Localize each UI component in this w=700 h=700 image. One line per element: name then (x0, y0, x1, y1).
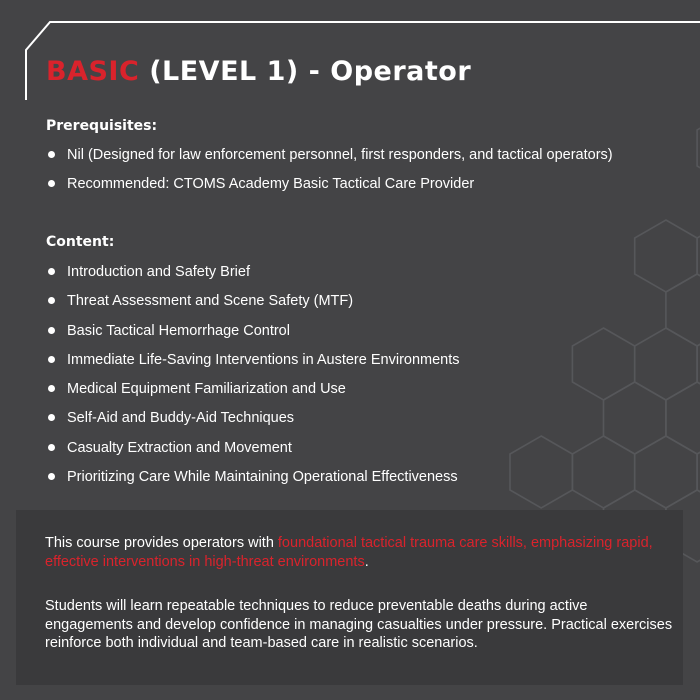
list-item-text: Casualty Extraction and Movement (67, 439, 292, 456)
list-item (46, 379, 460, 408)
bullet-icon (48, 297, 55, 304)
list-item (46, 145, 613, 174)
content-heading: Content: (46, 234, 115, 250)
content-list (46, 262, 460, 496)
bullet-icon (48, 473, 55, 480)
course-title (46, 56, 471, 87)
list-item-text: Recommended: CTOMS Academy Basic Tactical Care Provider (67, 176, 475, 193)
list-item-text: Medical Equipment Familiarization and Use (67, 381, 346, 398)
list-item-text: Self-Aid and Buddy-Aid Techniques (67, 410, 295, 427)
list-item (46, 350, 460, 379)
list-item-text: Prioritizing Care While Maintaining Operational Effectiveness (67, 469, 458, 486)
list-item-text: Immediate Life-Saving Interventions in Austere Environments (67, 351, 460, 368)
bullet-icon (48, 385, 55, 392)
list-item (46, 262, 460, 291)
prerequisites-list (46, 145, 613, 204)
list-item (46, 321, 460, 350)
description-details: Students will learn repeatable techniques to reduce preventable deaths during active engagements and develop confidence in managing casualties under pressure. Practical exercises reinforce both individual and team-based care in realistic scenarios. (45, 598, 673, 651)
list-item-text: Basic Tactical Hemorrhage Control (67, 322, 290, 339)
list-item-text: Threat Assessment and Scene Safety (MTF) (67, 293, 354, 310)
list-item (46, 291, 460, 320)
bullet-icon (48, 444, 55, 451)
description-intro (45, 534, 675, 571)
bullet-icon (48, 356, 55, 363)
list-item (46, 408, 460, 437)
bullet-icon (48, 151, 55, 158)
bullet-icon (48, 268, 55, 275)
title-level-name: BASIC (46, 56, 140, 87)
prerequisites-heading: Prerequisites: (46, 118, 158, 134)
description-panel (16, 510, 683, 685)
list-item-text: Nil (Designed for law enforcement personnel, first responders, and tactical operators) (67, 147, 613, 163)
description-intro-text: This course provides operators with (45, 535, 278, 551)
list-item (46, 467, 460, 496)
bullet-icon (48, 180, 55, 187)
description-highlight: foundational tactical trauma care skills, emphasizing rapid, effective interventions in high-threat environments (45, 535, 653, 570)
bullet-icon (48, 414, 55, 421)
bullet-icon (48, 327, 55, 334)
list-item (46, 174, 613, 203)
list-item (46, 438, 460, 467)
title-level-detail: (LEVEL 1) - Operator (139, 56, 472, 87)
description-intro-end: . (364, 553, 369, 570)
list-item-text: Introduction and Safety Brief (67, 264, 250, 280)
